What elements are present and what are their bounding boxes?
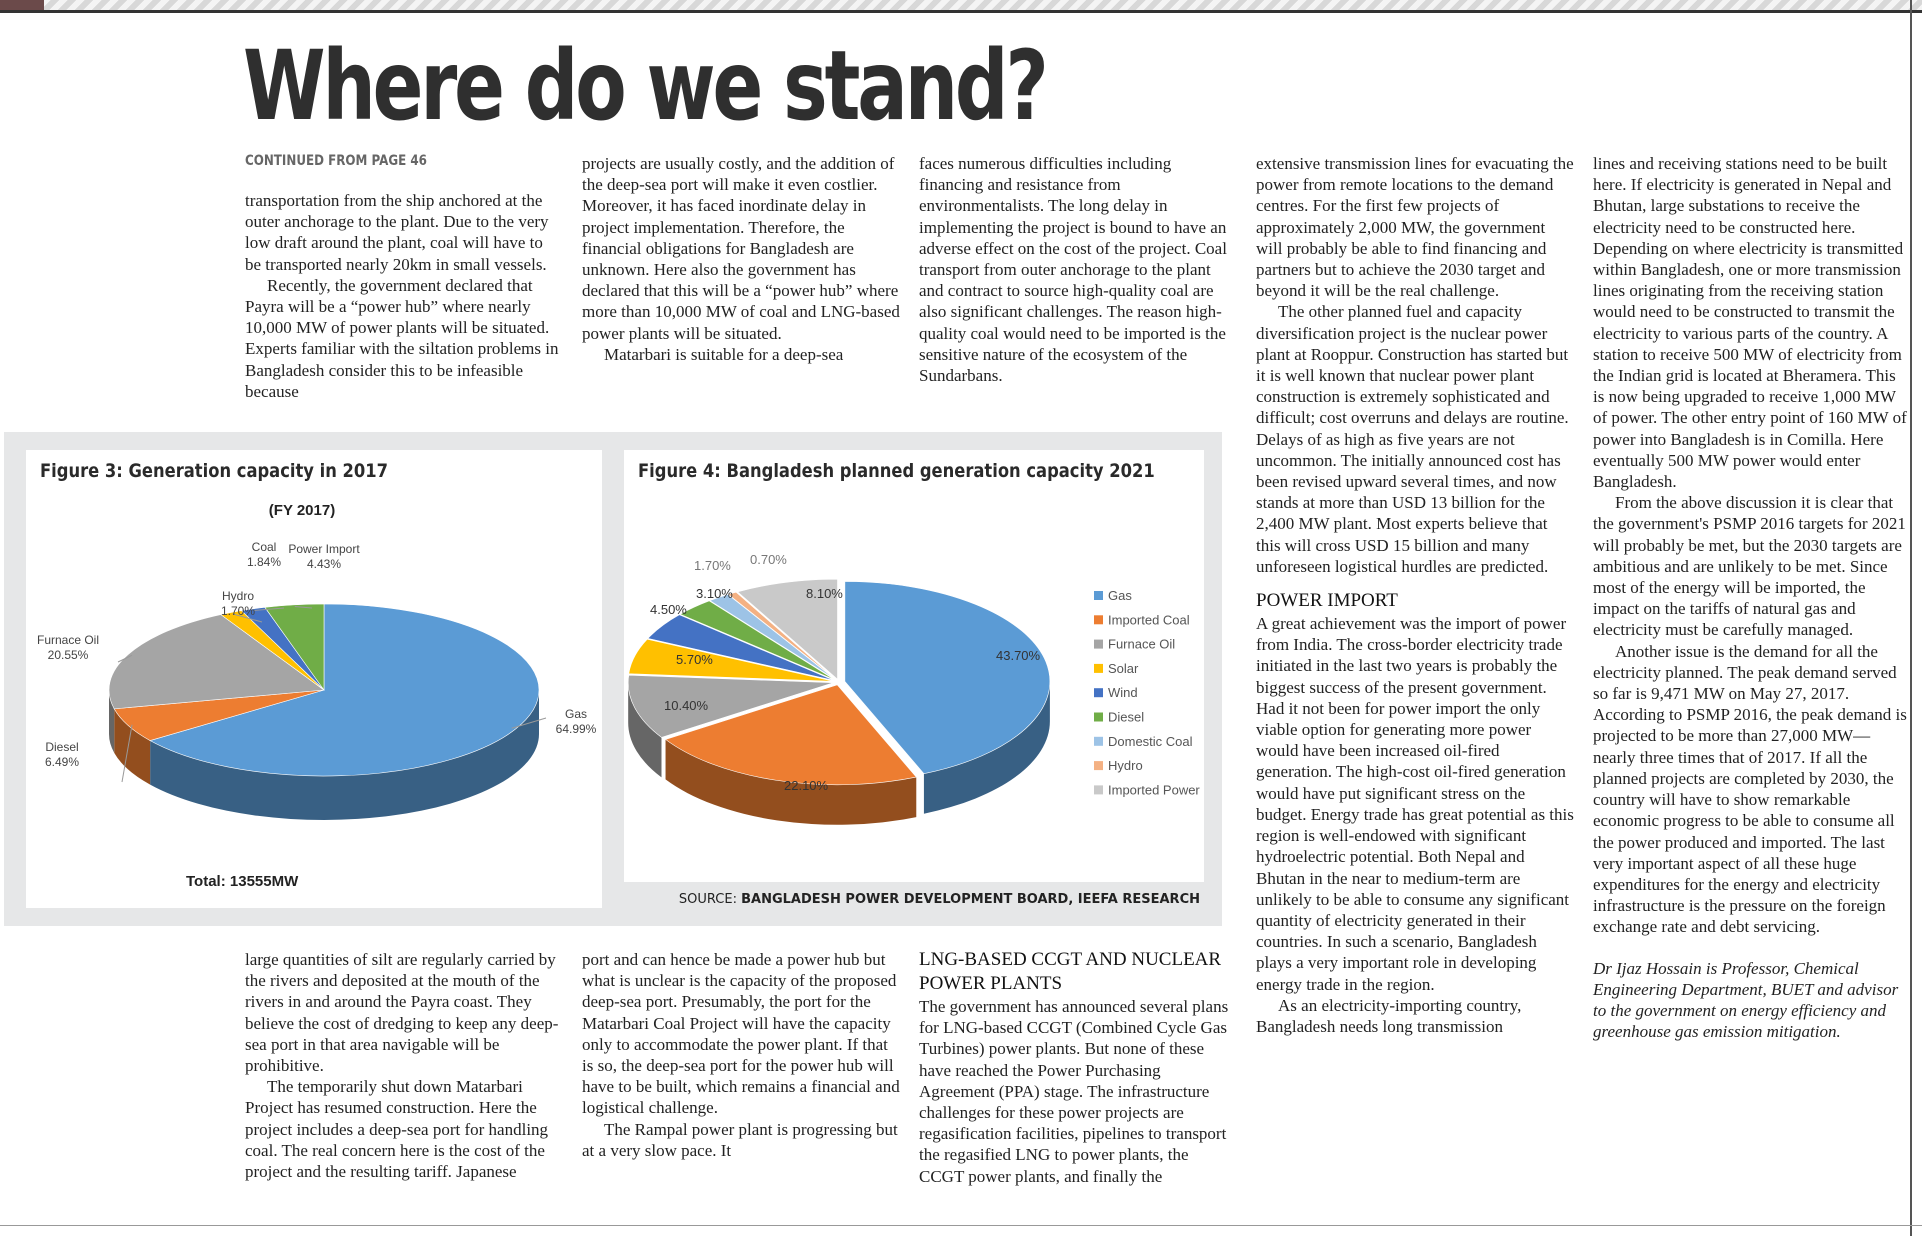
headline: Where do we stand? xyxy=(243,30,1046,142)
top-rule xyxy=(0,0,1922,13)
paragraph: port and can hence be made a power hub but what is unclear is the capacity of the proposed deep-sea port. Presumably, the port for the Matarbari Coal Project will have the capacity only to accommodate the power plant. If that is so, the deep-sea port for the power hub will have to be built, which remains a financial and logistical challenge. xyxy=(582,950,900,1118)
paragraph: The temporarily shut down Matarbari Project has resumed construction. Here the project includes a deep-sea port for handling coal. The real concern here is the cost of the project and the resulting tariff. Japanese xyxy=(245,1077,549,1182)
source-line xyxy=(679,892,1200,907)
legend-swatch-hydro xyxy=(1094,761,1103,770)
continued-from: CONTINUED FROM PAGE 46 xyxy=(245,153,427,169)
figure-panel xyxy=(4,432,1222,926)
slice-label-imported-coal: 22.10% xyxy=(784,778,829,793)
section-heading: LNG-BASED CCGT AND NUCLEAR POWER PLANTS xyxy=(919,949,1222,994)
paragraph: Matarbari is suitable for a deep-sea xyxy=(604,344,844,364)
column-1-bottom xyxy=(245,949,563,1182)
right-rule xyxy=(1910,0,1912,1236)
paragraph: Recently, the government declared that Payra will be a “power hub” where nearly 10,000 MW of power plants will be situated. Experts familiar with the siltation problems in Bangladesh consider this to be infeasible because xyxy=(245,275,559,401)
legend-label-hydro: Hydro xyxy=(1108,758,1143,774)
figure-3 xyxy=(26,450,602,908)
figure-4-chart xyxy=(624,450,1204,882)
figure-3-chart xyxy=(26,450,602,908)
legend-swatch-imported-power xyxy=(1094,785,1103,794)
legend-swatch-gas xyxy=(1094,591,1103,600)
legend-swatch-furnace-oil xyxy=(1094,640,1103,649)
section-heading: POWER IMPORT xyxy=(1256,590,1398,612)
column-4 xyxy=(1256,153,1574,1037)
legend-swatch-diesel xyxy=(1094,713,1103,722)
figure-4-title: Figure 4: Bangladesh planned generation capacity 2021 xyxy=(638,460,1155,482)
paragraph: transportation from the ship anchored at the outer anchorage to the plant. Due to the very low draft around the plant, coal will have to be transported nearly 20km in small vessels. xyxy=(245,191,549,274)
legend-swatch-solar xyxy=(1094,664,1103,673)
slice-label-gas: Gas 64.99% xyxy=(555,707,597,736)
legend-label-gas: Gas xyxy=(1108,588,1132,603)
legend-label-imported-coal: Imported Coal xyxy=(1108,612,1190,628)
slice-label-solar: 5.70% xyxy=(676,652,713,667)
paragraph: From the above discussion it is clear that the government's PSMP 2016 targets for 2021 will probably be met, but the 2030 targets are ambitious and are unlikely to be met. Since most of the energy will be imported, the impact on the tariffs of natural gas and electricity must be carefully managed. xyxy=(1593,493,1906,640)
paragraph: large quantities of silt are regularly carried by the rivers and deposited at the mouth of the rivers in and around the Payra coast. They believe the cost of dredging to keep any deep-sea port in that area navigable will be prohibitive. xyxy=(245,950,559,1076)
paragraph: faces numerous difficulties including financing and resistance from environmentalists. The long delay in implementing the project is bound to have an adverse effect on the cost of the project. Coal transport from outer anchorage to the plant and contract to source high-quality coal are also significant challenges. The reason high-quality coal would need to be imported is the sensitive nature of the ecosystem of the Sundarbans. xyxy=(919,154,1227,386)
slice-label-power-import: Power Import 4.43% xyxy=(288,542,360,571)
slice-label-diesel: 3.10% xyxy=(696,586,733,601)
slice-label-imported-power: 8.10% xyxy=(806,586,843,601)
legend-label-imported-power: Imported Power xyxy=(1108,782,1200,798)
column-2-top xyxy=(582,153,900,365)
slice-label-furnace-oil: 10.40% xyxy=(664,698,709,713)
legend-label-domestic-coal: Domestic Coal xyxy=(1108,733,1193,749)
paragraph: projects are usually costly, and the addition of the deep-sea port will make it even costlier. Moreover, it has faced inordinate delay in project implementation. Therefore, the financial obligations for Bangladesh are unknown. Here also the government has declared that this will be a “power hub” where more than 10,000 MW of coal and LNG-based power plants will be situated. xyxy=(582,154,900,343)
figure-3-title: Figure 3: Generation capacity in 2017 xyxy=(40,460,389,482)
legend-swatch-domestic-coal xyxy=(1094,737,1103,746)
source-prefix: SOURCE: xyxy=(678,892,742,907)
slice-label-wind: 4.50% xyxy=(650,602,687,617)
corner-mark xyxy=(0,0,44,10)
paragraph: extensive transmission lines for evacuating the power from remote locations to the demand centres. For the first few projects of approximately 2,000 MW, the government will probably be able to find financing and partners but to achieve the 2030 target and beyond it will be the real challenge. xyxy=(1256,154,1574,301)
legend-label-solar: Solar xyxy=(1108,660,1139,676)
figure-4 xyxy=(624,450,1204,882)
bottom-rule xyxy=(0,1225,1922,1226)
slice-label-domestic-coal: 1.70% xyxy=(694,558,731,573)
source-text: BANGLADESH POWER DEVELOPMENT BOARD, IEEFA RESEARCH xyxy=(741,892,1200,907)
legend-label-furnace-oil: Furnace Oil xyxy=(1108,636,1176,652)
author-bio: Dr Ijaz Hossain is Professor, Chemical Engineering Department, BUET and advisor to the government on energy efficiency and greenhouse gas emission mitigation. xyxy=(1593,958,1899,1042)
paragraph: lines and receiving stations need to be built here. If electricity is generated in Nepal and Bhutan, large substations to receive the electricity need to be constructed here. Depending on where electricity is transmitted within Bangladesh, one or more transmission lines originating from the receiving station would need to be constructed to transmit the electricity to various parts of the country. A station to receive 500 MW of electricity from the Indian grid is located at Bheramera. This is now being upgraded to receive 1,000 MW of power. The other entry point of 160 MW of power into Bangladesh is in Comilla. Here eventually 500 MW power would enter Bangladesh. xyxy=(1593,154,1907,492)
paragraph: As an electricity-importing country, Bangladesh needs long transmission xyxy=(1256,995,1522,1036)
legend-swatch-imported-coal xyxy=(1094,615,1103,624)
legend-label-diesel: Diesel xyxy=(1108,709,1145,725)
paragraph: Another issue is the demand for all the electricity planned. The peak demand served so far is 9,471 MW on May 27, 2017. According to PSMP 2016, the peak demand is projected to be more than 27,000 MW—nearly three times that of 2017. If all the planned projects are completed by 2030, the country will have to show remarkable economic progress to be able to consume all the power produced and imported. The last very important aspect of all these huge expenditures for the energy and electricity infrastructure is the pressure on the foreign exchange rate and debt servicing. xyxy=(1593,641,1907,937)
column-5 xyxy=(1593,153,1908,1042)
legend-swatch-wind xyxy=(1094,688,1103,697)
slice-label-hydro: Hydro 1.70% xyxy=(220,589,256,618)
column-2-bottom xyxy=(582,949,900,1161)
slice-label-diesel: Diesel 6.49% xyxy=(44,740,80,769)
slice-label-gas: 43.70% xyxy=(996,648,1041,663)
paragraph: The government has announced several plans for LNG-based CCGT (Combined Cycle Gas Turbines) power plants. But none of these have reached the Power Purchasing Agreement (PPA) stage. The infrastructure challenges for these power projects are regasification facilities, pipelines to transport the regasified LNG to power plants, the CCGT power plants, and finally the xyxy=(919,997,1229,1186)
column-3-bottom xyxy=(919,948,1237,1187)
legend-label-wind: Wind xyxy=(1108,685,1138,701)
column-1-top xyxy=(245,190,563,402)
figure-3-subtitle: (FY 2017) xyxy=(268,502,336,519)
column-3-top xyxy=(919,153,1237,386)
figure-3-total: Total: 13555MW xyxy=(186,873,299,890)
slice-label-furnace-oil: Furnace Oil 20.55% xyxy=(36,633,100,662)
paragraph: A great achievement was the import of power from India. The cross-border electricity trade initiated in the last two years is probably the biggest success of the present government. Had it not been for power import the only viable option for generating more power would have been increased oil-fired generation. The high-cost oil-fired generation would have put significant stress on the budget. Energy trade has great potential as this region is well-endowed with significant hydroelectric potential. Both Nepal and Bhutan in the near to medium-term are unlikely to be able to consume any significant quantity of electricity generated in their countries. In such a scenario, Bangladesh plays a very important role in developing energy trade in the region. xyxy=(1256,614,1574,994)
slice-label-coal: Coal 1.84% xyxy=(246,540,282,569)
slice-label-hydro: 0.70% xyxy=(750,552,787,567)
paragraph: The other planned fuel and capacity diversification project is the nuclear power plant at Rooppur. Construction has started but it is well known that nuclear power plant construction is extremely sophisticated and difficult; cost overruns and delays are routine. Delays of as high as five years are not uncommon. The initially announced cost has been revised upward several times, and now stands at more than USD 13 billion for the 2,400 MW plant. Most experts believe that this will cross USD 15 billion and many unforeseen logistical hurdles are predicted. xyxy=(1256,302,1569,576)
paragraph: The Rampal power plant is progressing but at a very slow pace. It xyxy=(582,1119,898,1160)
